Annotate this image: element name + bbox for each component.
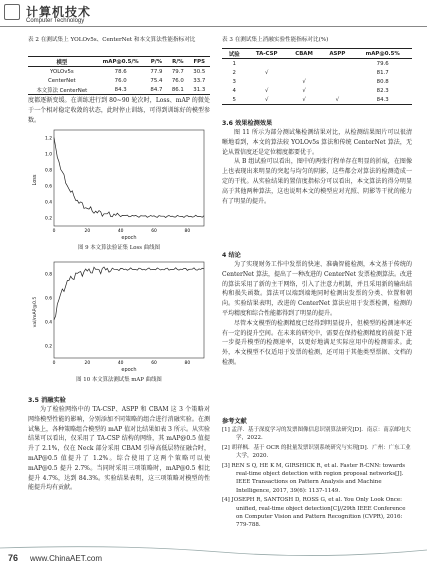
table-row: [28, 76, 210, 85]
table2-body: [28, 67, 210, 95]
table-cell: √: [302, 87, 306, 94]
paragraph-text: 尽管本文模型的检测精度已经得到明显提升，但模型的检测速率还有一定的提升空间。在未来的研究中，需要在保持检测精度的前提下进一步提升模型的检测速率，以更好地满足实际应用中的检测需求。此外，本文模型不仅适用于发票的检测，还可用于其他类型票据、文档的检测。: [222, 319, 412, 366]
journal-section-title: 计算机技术: [26, 5, 92, 19]
y-tick-label: 1.2: [45, 136, 52, 142]
table-cell: 4: [232, 87, 236, 94]
loss-series-line: [54, 138, 204, 218]
figure9-caption: 图 9 本文算法验证集 Loss 曲线图: [78, 245, 160, 251]
table-cell: 84.3: [376, 96, 389, 103]
table-cell: [321, 86, 353, 95]
references-heading: 参考文献: [222, 418, 247, 425]
table-cell: 76.0: [114, 77, 127, 84]
column-header: 模型: [56, 59, 68, 66]
x-tick-label: 0: [52, 229, 56, 234]
table-cell: 31.3: [193, 86, 206, 93]
section-4-heading: 4 结论: [222, 252, 241, 259]
table-cell: √: [264, 96, 269, 103]
loss-curve-chart: [30, 126, 210, 241]
x-tick-label: 20: [84, 361, 91, 366]
y-tick-label: 1.0: [45, 152, 52, 158]
table-cell: [321, 68, 353, 77]
table-cell: [321, 77, 353, 86]
x-tick-label: 60: [151, 361, 157, 366]
x-tick-label: 60: [151, 229, 157, 234]
column-header: TA-CSP: [255, 50, 278, 57]
y-tick-label: 0.4: [45, 320, 52, 326]
table-cell: [287, 59, 321, 69]
table-cell: 84.7: [150, 86, 163, 93]
x-tick-label: 40: [117, 361, 124, 366]
page-footer: [0, 542, 427, 575]
table2-header-row: [28, 57, 210, 67]
column-header: FPS: [193, 58, 206, 65]
table-cell: 2: [232, 69, 236, 76]
x-tick-label: 80: [184, 361, 191, 366]
table-cell: 86.1: [171, 86, 184, 93]
table3: [222, 48, 412, 105]
column-header: R/%: [172, 58, 184, 65]
y-tick-label: 0.2: [45, 216, 52, 222]
table-cell: 84.3: [114, 86, 127, 93]
x-axis-label: epoch: [121, 367, 137, 373]
section-3-5-heading: 3.5 消融实验: [28, 397, 66, 404]
reference-item: [4] JOSEPH R, SANTOSH D, ROSS G, et al. You Only Look Once: unified, real-time object detection[C]//29th IEEE Conference on Computer Vision and Pattern Recognition (CVPR), 2016: 779-788.: [222, 497, 406, 529]
section-3-6-heading: 3.6 效果检测效果: [222, 120, 273, 127]
y-tick-label: 0.8: [45, 168, 52, 174]
x-tick-label: 80: [184, 229, 191, 234]
table-cell: 3: [232, 78, 236, 85]
x-axis-label: epoch: [121, 235, 137, 241]
table-cell: 79.7: [171, 68, 184, 75]
map-curve-chart: [30, 258, 210, 373]
table-cell: 30.5: [193, 68, 206, 75]
paragraph-text: 从 B 组试验可以看出，图中的两张行程单存在明显的折痕，在图像上也表现出来明显的突起与均匀的阴影，这些都会对算法的检测造成一定的干扰。从实验结果的置信度指标分可以看出，本文算法的得分明显高于其他两种算法，这也说明本文的模型应对光照、阴影等干扰的能力有了明显的提升。: [222, 158, 412, 205]
table-cell: √: [264, 69, 269, 76]
x-tick-label: 40: [117, 229, 124, 234]
table-cell: 80.8: [376, 78, 389, 85]
column-header: mAP@0.5/%: [102, 58, 139, 65]
table-row: [222, 59, 412, 69]
table-row: [222, 68, 412, 77]
table-row: [222, 77, 412, 86]
reference-item: [2] 胡祥枫．基于 OCR 的批量发票识别系统研究与实现[D]．广州：广东工业大学，2020.: [222, 444, 411, 460]
table2: [28, 56, 210, 95]
table-cell: 77.9: [150, 68, 163, 75]
table-cell: 5: [232, 96, 236, 103]
table-cell: 81.7: [376, 69, 389, 76]
column-header: CBAM: [295, 50, 313, 57]
table-cell: 76.0: [171, 77, 184, 84]
table-cell: 1: [232, 60, 236, 67]
plot-frame: [54, 130, 204, 226]
table2-caption: 表 2 在测试集上 YOLOv5s、CenterNet 和本文算法性能指标对比: [28, 37, 196, 43]
right-paragraphs-3-6: [222, 128, 412, 206]
left-paragraph-2: [28, 405, 210, 493]
y-tick-label: 0.4: [45, 200, 52, 206]
paragraph-text: 为了检验网络中的 TA-CSP、ASPP 和 CBAM 这 3 个策略对网络模型性能的影响，分别添加不同策略的组合进行消融实验。在测试集上，各种策略组合模型的 mAP 值对比结果如表 3 所示。从实验结果可以看出，仅采用了 TA-CSP 结构的网络，其 mAP@0.5 值提升了 2.1%，仅在 Neck 部分采用 CBAM 引导高低层特征融合时，mAP@0.5 值提升了 1.2%。综合使用了这两个策略可以使 mAP@0.5 提升 2.7%。当同时采用三项策略时，mAP@0.5 相比提升 4.7%，达到 84.3%。实验结果表明，这三项策略对模型的性能提升均有贡献。: [28, 406, 210, 492]
table-cell: 82.3: [376, 87, 389, 94]
y-tick-label: 0.6: [45, 296, 52, 302]
table-cell: 33.7: [193, 77, 206, 84]
page-header: [0, 0, 427, 30]
y-axis-label: Loss: [32, 174, 38, 186]
table-cell: [287, 68, 321, 77]
y-tick-label: 0.2: [45, 344, 52, 350]
table-cell: [321, 59, 353, 69]
page-number: 76: [8, 553, 19, 563]
paragraph-text: 图 11 所示为部分测试集检测结果对比，从检测结果图片可以很清晰地看到，本文的算法较 YOLOv5s 算法和传统 CenterNet 算法，无论从置信度还是定位精度都要优于。: [222, 129, 412, 156]
table-cell: 本文算法 CenterNet: [36, 87, 88, 94]
table-cell: [247, 59, 287, 69]
figure10-caption: 图 10 本文算法测试集 mAP 曲线图: [76, 377, 162, 383]
table-row: [28, 67, 210, 77]
column-header: P/%: [150, 58, 163, 65]
journal-section-subtitle: Computer Technology: [26, 18, 85, 24]
x-tick-label: 0: [52, 361, 56, 366]
table-cell: √: [302, 78, 306, 85]
paragraph-text: 度都逐渐变缓。在训练进行到 80~90 轮次时，Loss、mAP 的微处于一个相对稳定收敛的状态，此时停止训练，可得到训练好的模型参数。: [28, 97, 210, 124]
table-cell: [247, 77, 287, 86]
table3-caption: 表 3 在测试集上消融实验性能指标对比(%): [222, 37, 329, 43]
table-cell: √: [302, 96, 306, 103]
left-paragraph-1: [28, 96, 210, 125]
table-cell: YOLOv5s: [49, 68, 74, 75]
table-cell: CenterNet: [48, 77, 76, 84]
table3-body: [222, 59, 412, 105]
references-list: [222, 426, 412, 531]
y-tick-label: 0.6: [45, 184, 52, 190]
table3-header-row: [222, 49, 412, 59]
column-header: ASPP: [329, 50, 346, 57]
column-header: mAP@0.5%: [365, 50, 400, 57]
map-series-line: [54, 267, 204, 320]
x-tick-label: 20: [84, 229, 91, 234]
right-paragraphs-conclusion: [222, 260, 412, 368]
y-tick-label: 0.8: [45, 272, 52, 278]
y-axis-label: val/mAP@0.5: [33, 296, 38, 328]
table-cell: 75.4: [150, 77, 163, 84]
table-cell: √: [335, 96, 340, 103]
journal-logo: [4, 4, 20, 20]
header-divider: [0, 26, 427, 27]
reference-item: [3] REN S Q, HE K M, GIRSHICK R, et al. Faster R-CNN: towards real-time object detection with region proposal networks[J]. IEEE Transactions on Pattern Analysis and Machine Intelligence, 2017, 39(6): 1137-1149.: [222, 462, 406, 494]
site-url[interactable]: www.ChinaAET.com: [30, 554, 103, 563]
column-header: 试验: [228, 51, 240, 58]
plot-frame: [54, 262, 204, 358]
table-cell: 78.6: [114, 68, 127, 75]
table-cell: 79.6: [376, 60, 389, 67]
table-row: [28, 85, 210, 95]
reference-item: [1] 孟洋．基于深度学习的发票图像信息识别算法研究[D]．南京：南京邮电大学，2022.: [222, 427, 411, 442]
table-cell: √: [264, 87, 269, 94]
table-row: [222, 95, 412, 105]
table-row: [222, 86, 412, 95]
paragraph-text: 为了实现财务工作中发票的快速、准确智能检测，本文基于传统的 CenterNet 算法，提出了一种改进的 CenterNet 发票检测算法。改进的算法采用了新的主干网络，引入了注意力机制，并且采用新的输出结构和损失函数。算法可以端到端地同时检测出发票的分类、位置和朝向。实验结果表明，改进的 CenterNet 算法应用于发票检测，检测的平均精度和综合性能都得到了明显的提升。: [222, 261, 412, 317]
